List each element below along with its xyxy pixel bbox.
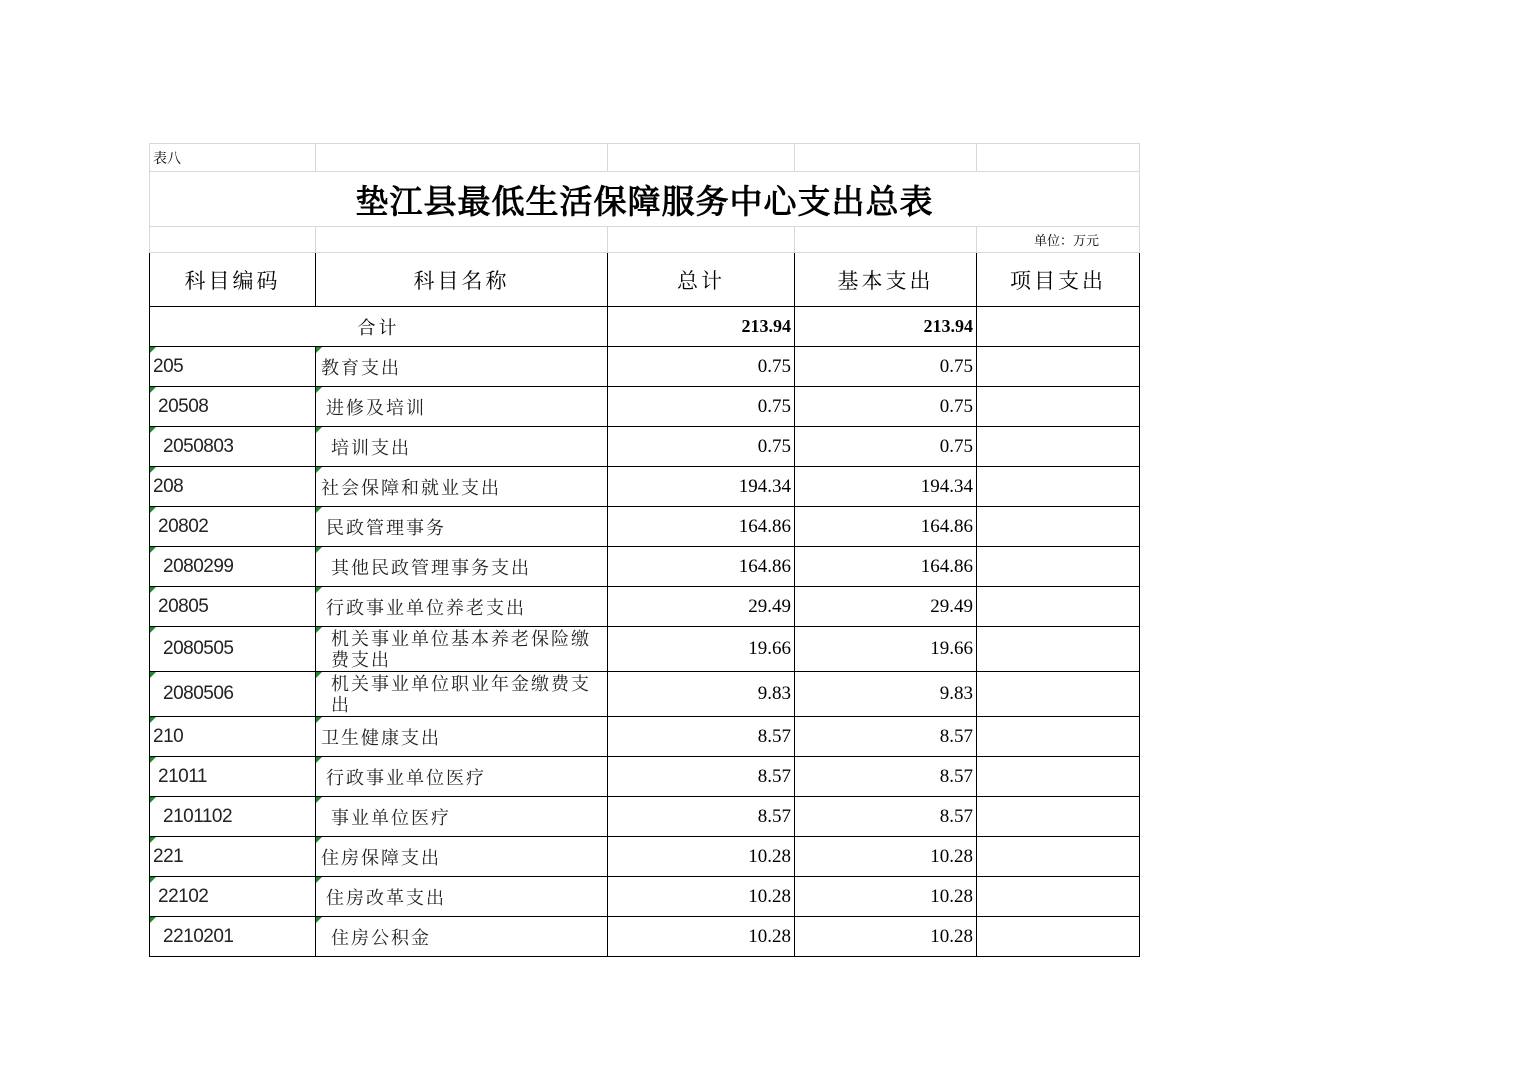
subject-code: 20805 (150, 587, 316, 627)
subject-name: 培训支出 (316, 427, 608, 467)
subject-name: 其他民政管理事务支出 (316, 547, 608, 587)
table-row (150, 672, 1140, 717)
expenditure-sheet (149, 143, 1139, 957)
cell-indicator-icon (316, 627, 322, 633)
row-project (977, 672, 1140, 717)
title-row (150, 172, 1140, 227)
header-code: 科目编码 (150, 253, 316, 307)
row-total: 9.83 (608, 672, 795, 717)
unit-label: 单位：万元 (977, 227, 1140, 253)
sheet-label-row (150, 144, 1140, 172)
subject-name: 社会保障和就业支出 (316, 467, 608, 507)
table-row (150, 587, 1140, 627)
table-row (150, 797, 1140, 837)
row-project (977, 587, 1140, 627)
table-row (150, 627, 1140, 672)
subject-code: 2101102 (150, 797, 316, 837)
cell-indicator-icon (316, 717, 322, 723)
table-row (150, 877, 1140, 917)
row-total: 19.66 (608, 627, 795, 672)
row-basic: 10.28 (795, 917, 977, 957)
row-project (977, 467, 1140, 507)
row-total: 10.28 (608, 917, 795, 957)
row-project (977, 387, 1140, 427)
table-row (150, 757, 1140, 797)
cell-indicator-icon (316, 387, 322, 393)
table-row (150, 427, 1140, 467)
cell-indicator-icon (150, 547, 156, 553)
header-name: 科目名称 (316, 253, 608, 307)
cell-indicator-icon (150, 387, 156, 393)
row-total: 8.57 (608, 797, 795, 837)
subject-name: 行政事业单位医疗 (316, 757, 608, 797)
subject-name: 机关事业单位职业年金缴费支出 (316, 672, 608, 717)
row-project (977, 547, 1140, 587)
row-basic: 29.49 (795, 587, 977, 627)
cell-indicator-icon (150, 587, 156, 593)
row-basic: 0.75 (795, 427, 977, 467)
cell-indicator-icon (316, 547, 322, 553)
row-basic: 10.28 (795, 877, 977, 917)
subject-code: 2080505 (150, 627, 316, 672)
subject-name: 住房改革支出 (316, 877, 608, 917)
cell-indicator-icon (150, 427, 156, 433)
row-basic: 0.75 (795, 347, 977, 387)
subject-code: 20802 (150, 507, 316, 547)
cell-indicator-icon (150, 877, 156, 883)
total-project (977, 307, 1140, 347)
table-row (150, 387, 1140, 427)
row-project (977, 797, 1140, 837)
row-project (977, 507, 1140, 547)
row-project (977, 627, 1140, 672)
cell-indicator-icon (150, 507, 156, 513)
table-row (150, 917, 1140, 957)
header-total: 总计 (608, 253, 795, 307)
subject-code: 2210201 (150, 917, 316, 957)
row-total: 164.86 (608, 547, 795, 587)
subject-code: 2080299 (150, 547, 316, 587)
row-total: 0.75 (608, 427, 795, 467)
sheet-label: 表八 (150, 144, 316, 172)
cell-indicator-icon (316, 467, 322, 473)
cell-indicator-icon (316, 672, 322, 678)
cell-indicator-icon (150, 917, 156, 923)
row-total: 194.34 (608, 467, 795, 507)
table-row (150, 837, 1140, 877)
subject-code: 205 (150, 347, 316, 387)
subject-name: 民政管理事务 (316, 507, 608, 547)
cell-indicator-icon (150, 717, 156, 723)
cell-indicator-icon (150, 347, 156, 353)
subject-code: 221 (150, 837, 316, 877)
subject-code: 20508 (150, 387, 316, 427)
row-total: 0.75 (608, 347, 795, 387)
cell-indicator-icon (316, 837, 322, 843)
row-basic: 10.28 (795, 837, 977, 877)
cell-indicator-icon (150, 627, 156, 633)
subject-name: 行政事业单位养老支出 (316, 587, 608, 627)
total-sum: 213.94 (608, 307, 795, 347)
row-basic: 9.83 (795, 672, 977, 717)
row-project (977, 717, 1140, 757)
row-basic: 8.57 (795, 797, 977, 837)
row-total: 10.28 (608, 877, 795, 917)
cell-indicator-icon (150, 672, 156, 678)
table-row (150, 547, 1140, 587)
row-total: 29.49 (608, 587, 795, 627)
row-project (977, 347, 1140, 387)
cell-indicator-icon (316, 427, 322, 433)
row-project (977, 917, 1140, 957)
subject-name: 住房保障支出 (316, 837, 608, 877)
row-total: 0.75 (608, 387, 795, 427)
subject-name: 住房公积金 (316, 917, 608, 957)
row-basic: 8.57 (795, 757, 977, 797)
row-project (977, 427, 1140, 467)
row-total: 8.57 (608, 757, 795, 797)
subject-name: 卫生健康支出 (316, 717, 608, 757)
cell-indicator-icon (316, 587, 322, 593)
subject-name: 进修及培训 (316, 387, 608, 427)
header-row (150, 253, 1140, 307)
cell-indicator-icon (316, 917, 322, 923)
row-project (977, 877, 1140, 917)
subject-name: 机关事业单位基本养老保险缴费支出 (316, 627, 608, 672)
row-project (977, 837, 1140, 877)
table-row (150, 507, 1140, 547)
cell-indicator-icon (316, 757, 322, 763)
cell-indicator-icon (316, 877, 322, 883)
total-row (150, 307, 1140, 347)
row-basic: 0.75 (795, 387, 977, 427)
subject-name: 事业单位医疗 (316, 797, 608, 837)
subject-name: 教育支出 (316, 347, 608, 387)
total-basic: 213.94 (795, 307, 977, 347)
row-total: 10.28 (608, 837, 795, 877)
row-basic: 194.34 (795, 467, 977, 507)
unit-row (150, 227, 1140, 253)
table-row (150, 717, 1140, 757)
cell-indicator-icon (150, 757, 156, 763)
cell-indicator-icon (316, 797, 322, 803)
table-row (150, 467, 1140, 507)
row-basic: 8.57 (795, 717, 977, 757)
cell-indicator-icon (150, 797, 156, 803)
subject-code: 22102 (150, 877, 316, 917)
total-label: 合计 (150, 307, 608, 347)
cell-indicator-icon (150, 837, 156, 843)
subject-code: 2050803 (150, 427, 316, 467)
subject-code: 2080506 (150, 672, 316, 717)
row-total: 164.86 (608, 507, 795, 547)
subject-code: 21011 (150, 757, 316, 797)
row-basic: 164.86 (795, 507, 977, 547)
subject-code: 208 (150, 467, 316, 507)
row-total: 8.57 (608, 717, 795, 757)
header-basic: 基本支出 (795, 253, 977, 307)
subject-code: 210 (150, 717, 316, 757)
row-basic: 164.86 (795, 547, 977, 587)
expenditure-table (149, 143, 1140, 957)
header-project: 项目支出 (977, 253, 1140, 307)
row-basic: 19.66 (795, 627, 977, 672)
cell-indicator-icon (316, 507, 322, 513)
cell-indicator-icon (150, 467, 156, 473)
cell-indicator-icon (316, 347, 322, 353)
row-project (977, 757, 1140, 797)
page-title: 垫江县最低生活保障服务中心支出总表 (150, 172, 1140, 227)
table-row (150, 347, 1140, 387)
